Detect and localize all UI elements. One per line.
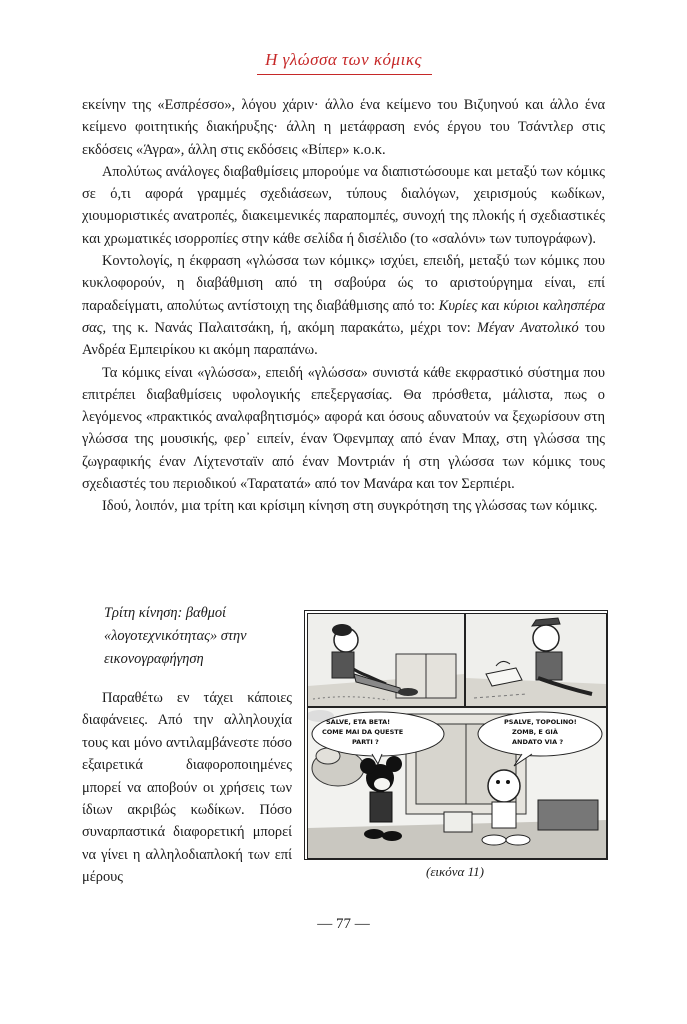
- balloon-2-line-1: PSALVE, TOPOLINO!: [504, 718, 577, 726]
- balloon-2-line-2: ZOMB, E GIÀ: [512, 728, 558, 736]
- comic-figure: [304, 610, 608, 860]
- paragraph-3-mid: της κ. Νανάς Παλαιτσάκη, ή, ακόμη παρακάτω, μέχρι τον:: [106, 319, 477, 336]
- balloon-2-line-3: ANDATO VIA ?: [512, 738, 564, 746]
- paragraph-4: Τα κόμικς είναι «γλώσσα», επειδή «γλώσσα» συνιστά κάθε εκφραστικό σύστημα που επιτρέπει διαβαθμίσεις υφολογικής επεξεργασίας. Θα πρόσθετα, μάλιστα, πως ο λεγόμενος «πρακτικός αναλφαβητισμός» αφορά και όσους αδυνατούν να ξεχωρίσουν στη γλώσσα της μουσικής, φερ᾽ ειπείν, έναν Όφενμπαχ από έναν Μπαχ, στη γλώσσα της ζωγραφικής έναν Λίχτενσταϊν από έναν Μοντριάν ή στη γλώσσα των κόμικς τους σχεδιαστές του περιοδικού «Ταρατατά» από τον Μανάρα και τον Σερπιέρι.: [82, 364, 605, 493]
- comic-panel-1-art: [308, 614, 464, 706]
- section-paragraph: Παραθέτω εν τάχει κάποιες διαφάνειες. Από την αλληλουχία τους και μόνο αντιλαμβάνεστε πόσο εξαιρετικά διαφοροποιημένες μπορεί να αποβούν οι χρήσεις των ίδιων ακριβώς κωδίκων. Πόσο συναρπαστικά διαφορετική μπορεί να γίνει η αλληλοδιαπλοκή των επί μέρους: [82, 690, 292, 886]
- paragraph-3-end: του Ανδρέα Εμπειρίκου κι ακόμη παραπάνω.: [82, 319, 606, 359]
- comic-panel-2: [465, 613, 607, 707]
- comic-panel-3: [307, 707, 607, 859]
- balloon-1-line-1: SALVE, ETA BETA!: [326, 718, 391, 726]
- side-column: [82, 602, 292, 889]
- figure-caption: (εικόνα 11): [425, 864, 484, 879]
- paragraph-1: εκείνην της «Εσπρέσσο», λόγου χάριν· άλλο ένα κείμενο του Βιζυηνού και άλλο ένα κείμενο φοιτητικής διακήρυξης· άλλη η μετάφραση ενός έργου του Τσάντλερ στις εκδόσεις «Άγρα», άλλη στις εκδόσεις «Βίπερ» κ.ο.κ.: [82, 97, 605, 158]
- section-heading: Τρίτη κίνηση: βαθμοί «λογοτεχνικότητας» στην εικονογραφήγηση: [104, 605, 247, 667]
- balloon-1-line-3: PARTI ?: [352, 738, 379, 746]
- main-body-text: [82, 94, 605, 518]
- balloon-1-line-2: COME MAI DA QUESTE: [322, 728, 404, 736]
- comic-panel-2-art: [466, 614, 606, 706]
- page-number: — 77 —: [317, 916, 370, 932]
- comic-panel-3-art: [308, 708, 606, 858]
- comic-panel-1: [307, 613, 465, 707]
- paragraph-5: Ιδού, λοιπόν, μια τρίτη και κρίσιμη κίνηση στη συγκρότηση της γλώσσας των κόμικς.: [102, 498, 598, 515]
- paragraph-2: Απολύτως ανάλογες διαβαθμίσεις μπορούμε να διαπιστώσουμε και μεταξύ των κόμικς σε ό,τι αφορά γραμμές σχεδιάσεων, τύπους διαλόγων, χειρισμούς κωδίκων, χιουμοριστικές ανατροπές, διακειμενικές παραπομπές, συνοχή της πλοκής ή σχεδιαστικές και χρωματικές ισορροπίες στην κάθε σελίδα ή δισέλιδο (το «σαλόνι» των τυπογράφων).: [82, 163, 605, 247]
- running-header: [0, 50, 687, 70]
- header-underline: [257, 74, 432, 75]
- paragraph-3: [82, 250, 605, 361]
- running-header-title: Η γλώσσα των κόμικς: [265, 50, 422, 69]
- paragraph-3-italic-title-1: Κυρίες και κύριοι καλησπέρα σας,: [82, 297, 605, 336]
- paragraph-3-text: Κοντολογίς, η έκφραση «γλώσσα των κόμικς» ισχύει, επειδή, μεταξύ των κόμικς που κυκλοφορούν, η διαβάθμιση από τη σαβούρα ώς το αριστούργημα είναι, επί παραδείγματι, απολύτως αντίστοιχη της διαβάθμισης από το:: [82, 253, 605, 314]
- paragraph-3-italic-title-2: Μέγαν Ανατολικό: [476, 319, 579, 336]
